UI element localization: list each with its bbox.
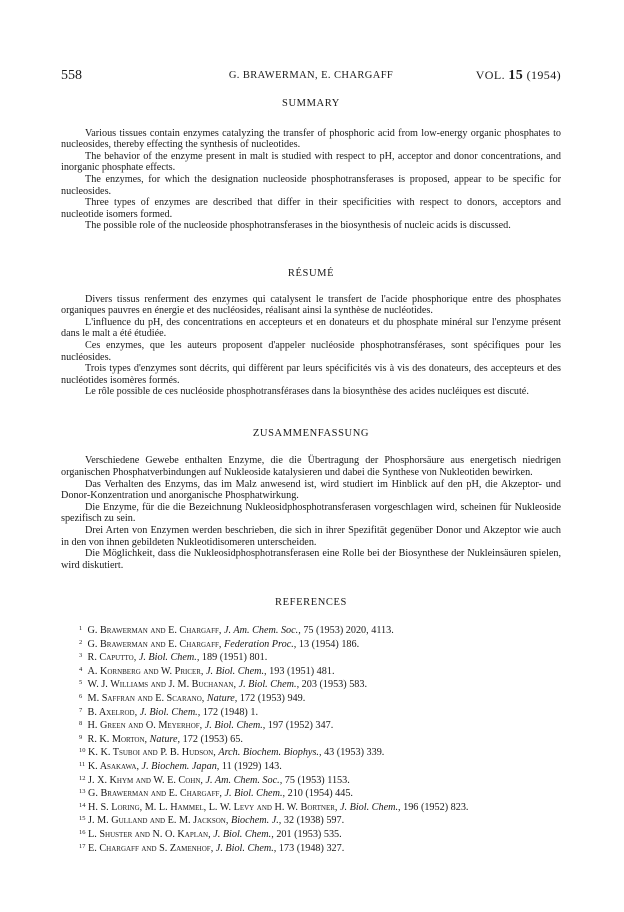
- volume-info: [476, 68, 561, 84]
- reference-authors: E. Chargaff and S. Zamenhof,: [88, 842, 214, 854]
- reference-details: 203 (1953) 583.: [301, 679, 368, 691]
- reference-item: [61, 786, 561, 800]
- reference-number: 1: [79, 625, 83, 632]
- summary-paragraph: Three types of enzymes are described that differ in their specificities with respect to donors, acceptors and nucleotide isomers formed.: [61, 197, 561, 220]
- volume-number: 15: [508, 68, 524, 83]
- reference-authors: K. Asakawa,: [87, 760, 139, 772]
- reference-authors: R. Caputto,: [87, 652, 137, 664]
- reference-item: [61, 773, 561, 787]
- reference-item: [61, 677, 561, 691]
- running-head-authors: G. BRAWERMAN, E. CHARGAFF: [228, 70, 394, 81]
- reference-authors: A. Kornberg and W. Pricer,: [87, 665, 204, 677]
- resume-paragraph: L'influence du pH, des concentrations en accepteurs et en donateurs et du phosphate minéral sur l'enzyme présent dans le malt a été étudiée.: [61, 316, 561, 340]
- zusammenfassung-paragraph: Die Enzyme, für die die Bezeichnung Nukleosidphosphotransferasen vorgeschlagen wird, scheinen für Nukleoside spezifisch zu sein.: [61, 501, 561, 525]
- reference-list: [61, 623, 561, 854]
- resume-paragraph: Trois types d'enzymes sont décrits, qui diffèrent par leurs spécificités vis à vis des donateurs, des accepteurs et des nucléotides isomères formés.: [61, 363, 561, 386]
- reference-authors: H. Green and O. Meyerhof,: [87, 720, 203, 732]
- reference-number: 7: [79, 706, 83, 714]
- reference-number: 11: [79, 760, 86, 768]
- zusammenfassung-paragraph: Die Möglichkeit, dass die Nukleosidphosphotransferasen eine Rolle bei der Biosynthese der Nukleinsäuren spielen, wird diskutiert.: [61, 548, 561, 571]
- reference-details: 13 (1954) 186.: [298, 638, 360, 650]
- zusammenfassung-paragraph: Verschiedene Gewebe enthalten Enzyme, die die Übertragung der Phosphorsäure aus energetisch niedrigen organischen Phosphatverbindungen auf Nukleoside katalysieren und dabei die Synthese von Nukleotiden bewirken.: [61, 455, 561, 479]
- zusammenfassung-section: [61, 428, 561, 572]
- reference-number: 16: [79, 828, 86, 836]
- reference-item: [61, 650, 561, 664]
- reference-number: 6: [79, 692, 83, 700]
- reference-item: [61, 745, 561, 759]
- reference-authors: G. Brawerman and E. Chargaff,: [87, 625, 222, 636]
- resume-section: [61, 268, 561, 398]
- reference-journal: J. Am. Chem. Soc.,: [205, 774, 283, 786]
- resume-paragraph: Divers tissus renferment des enzymes qui catalysent le transfert de l'acide phosphorique entre des phosphates organiques pauvres en énergie et des nucléosides, réalisant ainsi la synthèse de nucléotides.: [61, 293, 561, 317]
- reference-authors: J. M. Gulland and E. M. Jackson,: [88, 815, 229, 827]
- zusammenfassung-title: ZUSAMMENFASSUNG: [252, 427, 370, 439]
- reference-item: [61, 705, 561, 719]
- reference-journal: J. Am. Chem. Soc.,: [223, 625, 301, 636]
- reference-details: 172 (1948) 1.: [202, 706, 259, 718]
- zusammenfassung-paragraph: Drei Arten von Enzymen werden beschrieben, die sich in ihrer Spezifität gegenüber Donor und Akzeptor wie auch in den von ihnen gebildeten Nukleotidisomeren unterscheiden.: [61, 525, 561, 548]
- reference-details: 172 (1953) 65.: [182, 733, 243, 745]
- reference-details: 193 (1951) 481.: [269, 665, 335, 677]
- reference-journal: J. Biochem. Japan,: [141, 760, 220, 772]
- summary-paragraph: Various tissues contain enzymes catalyzing the transfer of phosphoric acid from low-energy organic phosphates to nucleosides, thereby effecting the synthesis of nucleotides.: [61, 127, 561, 151]
- reference-details: 43 (1953) 339.: [324, 747, 385, 759]
- reference-journal: Federation Proc.,: [223, 638, 297, 650]
- reference-details: 196 (1952) 823.: [403, 801, 469, 813]
- reference-item: [61, 718, 561, 732]
- reference-number: 14: [79, 801, 86, 809]
- reference-authors: H. S. Loring, M. L. Hammel, L. W. Levy and H. W. Bortner,: [88, 801, 338, 813]
- reference-details: 172 (1953) 949.: [239, 692, 306, 704]
- reference-details: 75 (1953) 2020, 4113.: [303, 625, 394, 636]
- reference-journal: J. Biol. Chem.,: [206, 665, 267, 677]
- reference-details: 201 (1953) 535.: [276, 828, 342, 840]
- reference-journal: Biochem. J.,: [230, 815, 282, 827]
- reference-item: [61, 759, 561, 773]
- reference-item: [61, 691, 561, 705]
- reference-details: 189 (1951) 801.: [201, 652, 268, 664]
- volume-prefix: VOL.: [475, 68, 505, 82]
- reference-details: 210 (1954) 445.: [287, 788, 353, 800]
- reference-item: [61, 813, 561, 827]
- reference-journal: J. Biol. Chem.,: [139, 706, 201, 718]
- reference-authors: W. J. Williams and J. M. Buchanan,: [87, 679, 237, 691]
- reference-item: [61, 841, 561, 855]
- page-header: [61, 68, 561, 86]
- reference-journal: J. Biol. Chem.,: [213, 828, 274, 840]
- reference-number: 5: [79, 679, 83, 687]
- zusammenfassung-paragraph: Das Verhalten des Enzyms, das im Malz anwesend ist, wird studiert im Hinblick auf den pH, die Akzeptor- und Donor-Konzentration und anorganische Phosphatwirkung.: [61, 478, 561, 502]
- reference-authors: G. Brawerman and E. Chargaff,: [87, 638, 222, 650]
- reference-journal: J. Biol. Chem.,: [224, 788, 286, 800]
- references-title: REFERENCES: [275, 597, 347, 609]
- reference-number: 13: [79, 788, 86, 796]
- reference-number: 9: [79, 733, 83, 741]
- reference-details: 11 (1929) 143.: [221, 760, 282, 772]
- summary-title: SUMMARY: [282, 98, 340, 109]
- summary-paragraph: The possible role of the nucleoside phosphotransferases in the biosynthesis of nucleic acids is discussed.: [85, 220, 511, 232]
- reference-number: 12: [79, 774, 86, 782]
- reference-authors: B. Axelrod,: [87, 706, 138, 718]
- reference-journal: J. Biol. Chem.,: [340, 801, 401, 813]
- reference-journal: Nature,: [149, 733, 181, 745]
- reference-journal: Arch. Biochem. Biophys.,: [218, 747, 322, 759]
- volume-year: (1954): [526, 68, 561, 82]
- reference-details: 173 (1948) 327.: [278, 842, 345, 854]
- summary-section: [61, 98, 561, 232]
- reference-authors: G. Brawerman and E. Chargaff,: [88, 788, 222, 800]
- resume-title: RÉSUMÉ: [287, 267, 335, 279]
- reference-journal: J. Biol. Chem.,: [204, 720, 266, 732]
- summary-paragraph: The enzymes, for which the designation nucleoside phosphotransferases is proposed, appear to be specific for nucleosides.: [61, 173, 561, 197]
- reference-authors: R. K. Morton,: [87, 733, 148, 745]
- reference-authors: L. Shuster and N. O. Kaplan,: [88, 828, 211, 840]
- reference-item: [61, 732, 561, 746]
- page-content: [61, 98, 561, 854]
- reference-journal: J. Biol. Chem.,: [138, 652, 200, 664]
- reference-item: [61, 827, 561, 841]
- reference-journal: J. Biol. Chem.,: [215, 842, 277, 854]
- reference-number: 10: [79, 747, 86, 755]
- reference-journal: Nature,: [206, 692, 238, 704]
- resume-paragraph: Ces enzymes, que les auteurs proposent d'appeler nucléoside phosphotransférases, sont spécifiques pour les nucléosides.: [61, 339, 561, 363]
- references-section: [61, 597, 561, 854]
- reference-details: 197 (1952) 347.: [267, 720, 334, 732]
- reference-item: [61, 623, 561, 637]
- reference-number: 17: [79, 842, 86, 850]
- resume-paragraph: Le rôle possible de ces nucléoside phosphotransférases dans la biosynthèse des acides nucléiques est discuté.: [85, 386, 529, 398]
- reference-details: 32 (1938) 597.: [283, 815, 345, 827]
- reference-number: 15: [79, 815, 86, 823]
- reference-number: 4: [79, 665, 83, 673]
- reference-item: [61, 800, 561, 814]
- reference-number: 3: [79, 652, 83, 660]
- reference-number: 2: [79, 638, 83, 646]
- reference-authors: M. Saffran and E. Scarano,: [87, 692, 205, 704]
- reference-item: [61, 664, 561, 678]
- page-number: 558: [61, 68, 82, 83]
- reference-authors: J. X. Khym and W. E. Cohn,: [88, 774, 203, 786]
- summary-paragraph: The behavior of the enzyme present in malt is studied with respect to pH, acceptor and donor concentrations, and inorganic phosphate effects.: [61, 150, 561, 174]
- reference-details: 75 (1953) 1153.: [284, 774, 350, 786]
- reference-authors: K. K. Tsuboi and P. B. Hudson,: [88, 747, 216, 759]
- reference-item: [61, 637, 561, 651]
- reference-number: 8: [79, 720, 83, 728]
- reference-journal: J. Biol. Chem.,: [238, 679, 300, 691]
